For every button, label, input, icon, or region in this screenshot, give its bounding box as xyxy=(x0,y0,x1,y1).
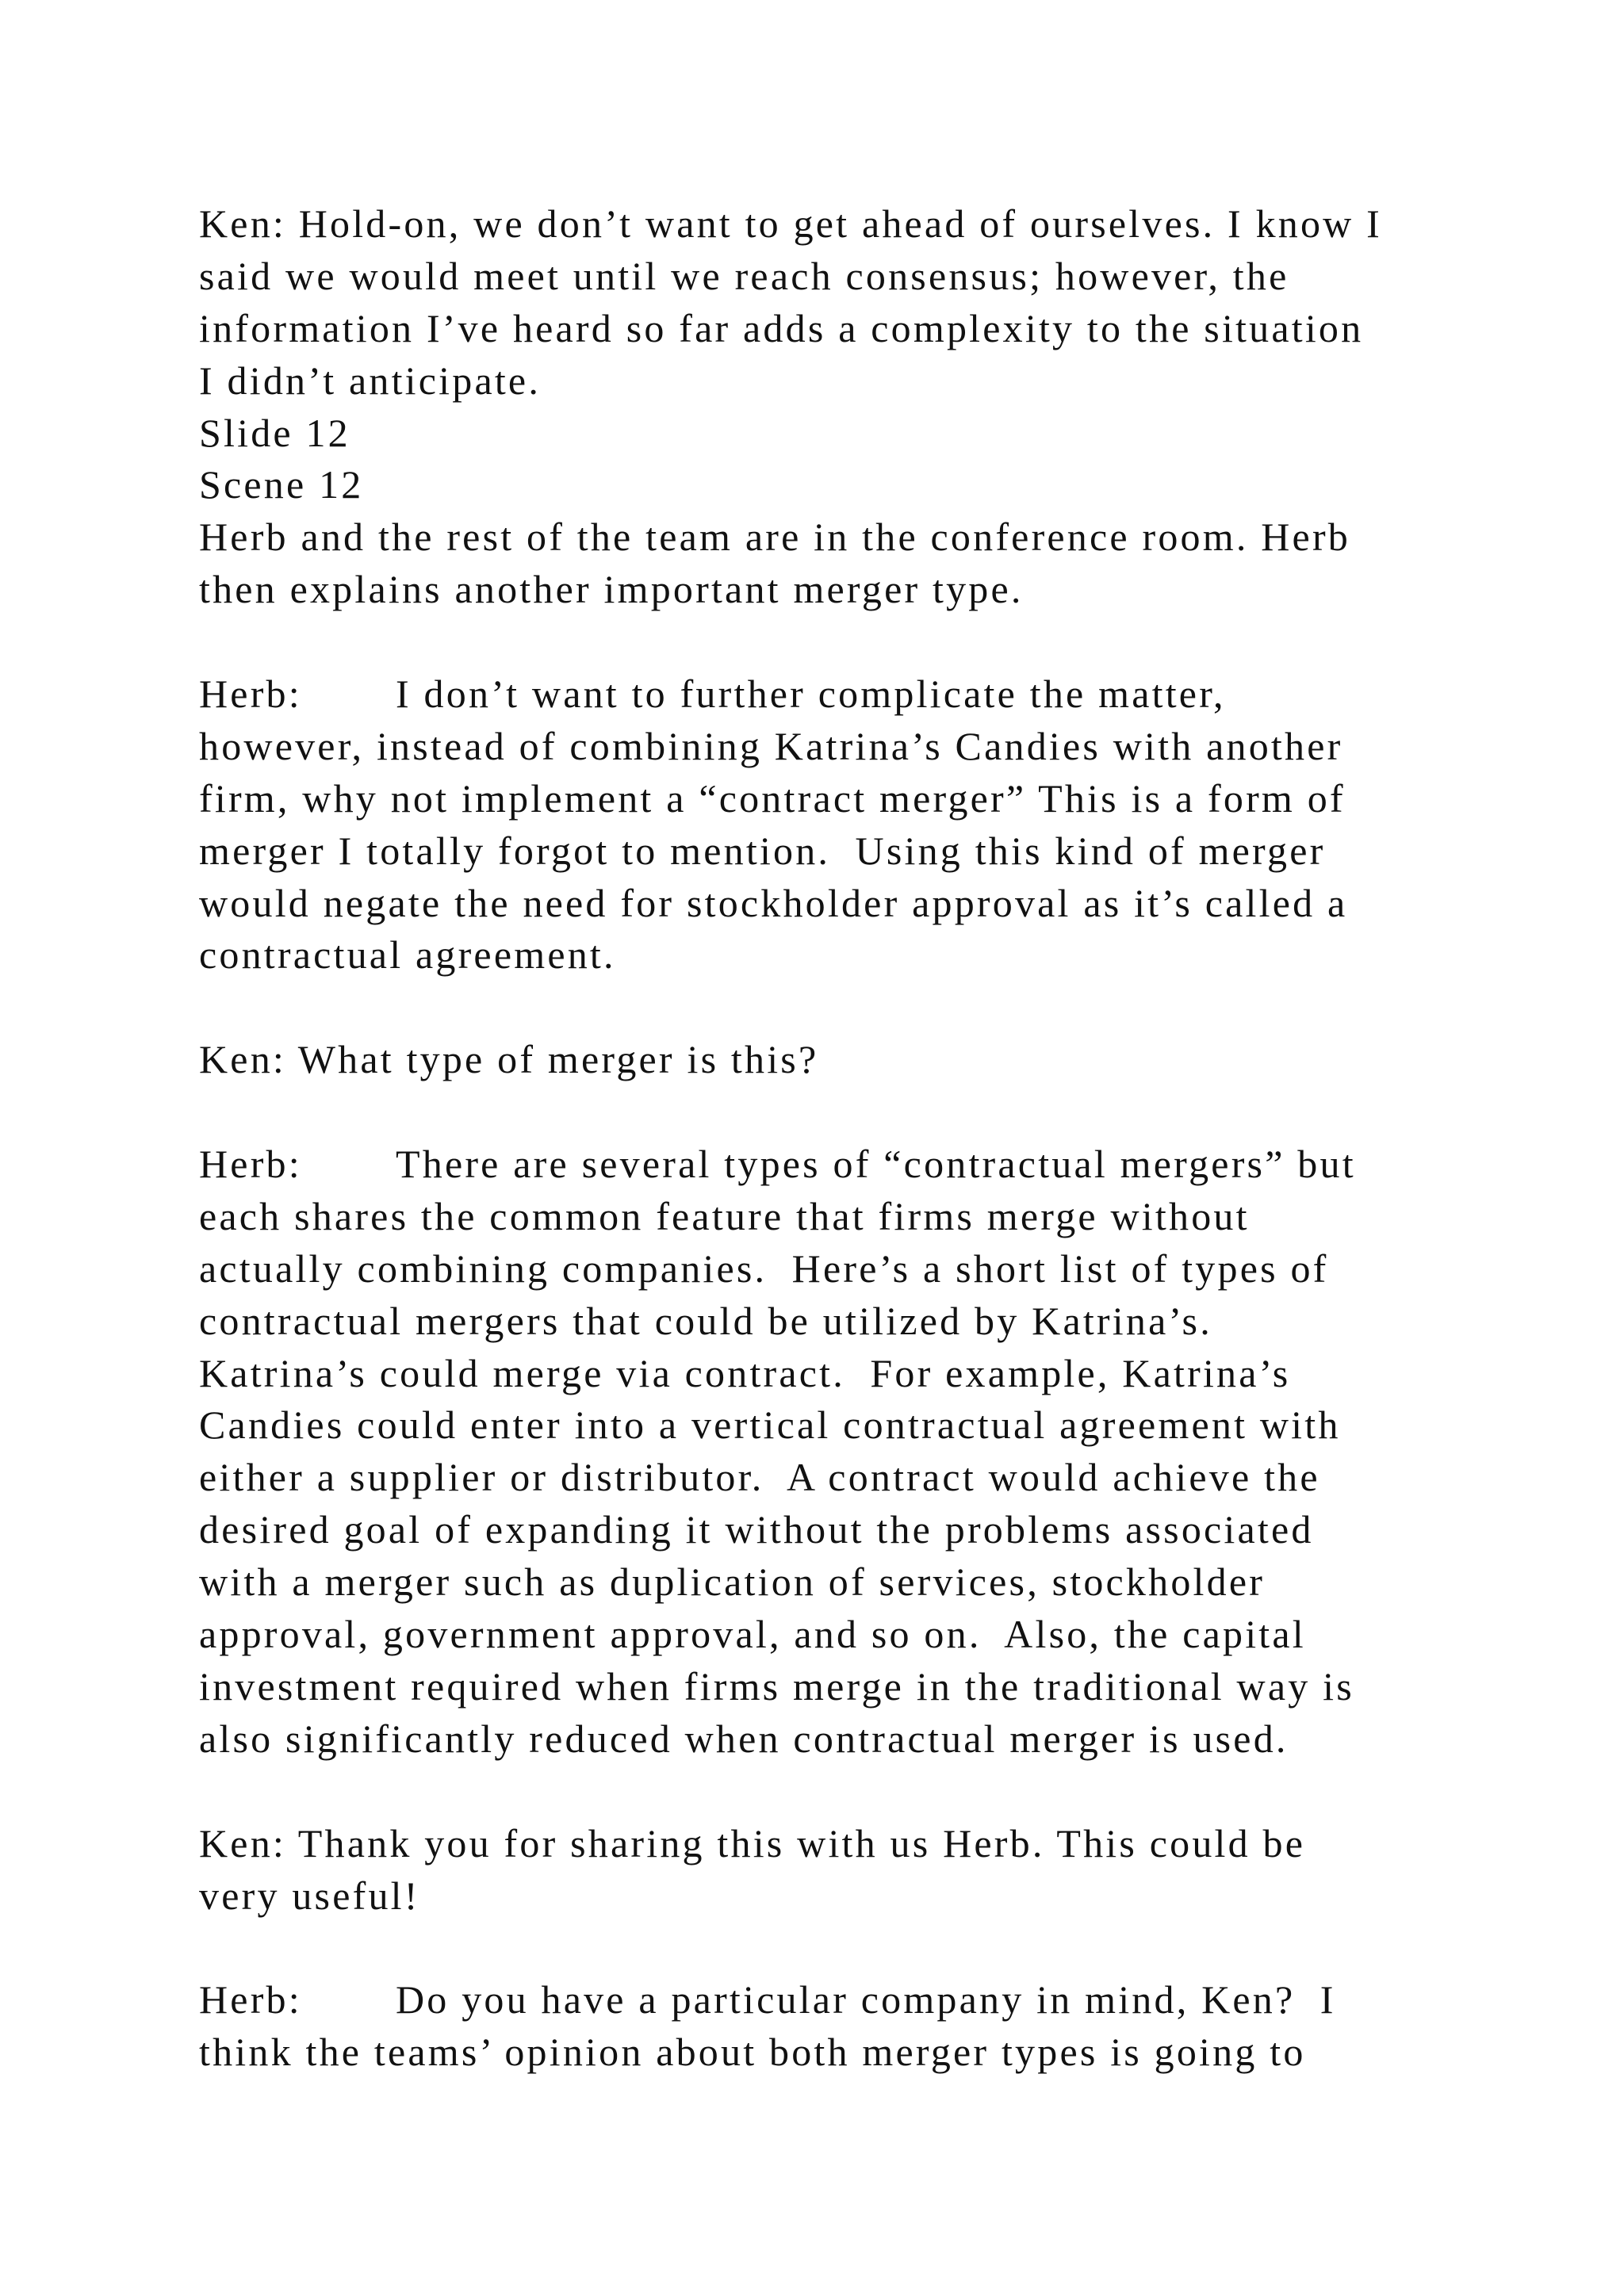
text-line: contractual mergers that could be utilized by Katrina’s. xyxy=(199,1298,1212,1343)
slide-label: Slide 12 xyxy=(199,410,350,455)
text-line: Herb and the rest of the team are in the conference room. Herb xyxy=(199,515,1350,560)
dialogue-paragraph xyxy=(199,1034,1529,1086)
text-line: would negate the need for stockholder approval as it’s called a xyxy=(199,880,1348,925)
text-line: then explains another important merger type. xyxy=(199,567,1024,612)
text-line: each shares the common feature that firms merge without xyxy=(199,1193,1250,1238)
text-line: contractual agreement. xyxy=(199,932,616,978)
text-line: Ken: What type of merger is this? xyxy=(199,1037,819,1082)
text-line: Katrina’s could merge via contract. For example, Katrina’s xyxy=(199,1350,1291,1395)
text-line: Ken: Thank you for sharing this with us Herb. This could be xyxy=(199,1820,1306,1866)
text-line: with a merger such as duplication of services, stockholder xyxy=(199,1559,1266,1605)
text-line: merger I totally forgot to mention. Using this kind of merger xyxy=(199,828,1326,873)
dialogue-paragraph xyxy=(199,1974,1529,2079)
dialogue-paragraph xyxy=(199,1818,1529,1923)
dialogue-paragraph xyxy=(199,1138,1529,1766)
text-line: think the teams’ opinion about both merger types is going to xyxy=(199,2030,1306,2075)
text-line: either a supplier or distributor. A contract would achieve the xyxy=(199,1455,1320,1500)
text-line: investment required when firms merge in the traditional way is xyxy=(199,1663,1354,1709)
text-line: firm, why not implement a “contract merger” This is a form of xyxy=(199,775,1346,821)
text-line: Herb: Do you have a particular company in mind, Ken? I xyxy=(199,1977,1336,2022)
dialogue-paragraph xyxy=(199,668,1529,982)
text-line: also significantly reduced when contractual merger is used. xyxy=(199,1716,1289,1761)
text-line: very useful! xyxy=(199,1873,420,1918)
text-line: Herb: I don’t want to further complicate the matter, xyxy=(199,672,1226,717)
text-line: however, instead of combining Katrina’s Candies with another xyxy=(199,723,1343,768)
text-line: Herb: There are several types of “contractual mergers” but xyxy=(199,1142,1356,1187)
dialogue-paragraph xyxy=(199,198,1529,616)
text-line: Candies could enter into a vertical contractual agreement with xyxy=(199,1402,1341,1448)
scene-label: Scene 12 xyxy=(199,462,364,507)
text-line: actually combining companies. Here’s a short list of types of xyxy=(199,1246,1329,1291)
text-line: desired goal of expanding it without the problems associated xyxy=(199,1507,1314,1552)
text-line: approval, government approval, and so on. Also, the capital xyxy=(199,1612,1306,1657)
text-line: said we would meet until we reach consensus; however, the xyxy=(199,253,1289,298)
text-line: information I’ve heard so far adds a complexity to the situation xyxy=(199,305,1364,350)
text-line: I didn’t anticipate. xyxy=(199,358,542,403)
text-line: Ken: Hold-on, we don’t want to get ahead of ourselves. I know I xyxy=(199,201,1383,246)
